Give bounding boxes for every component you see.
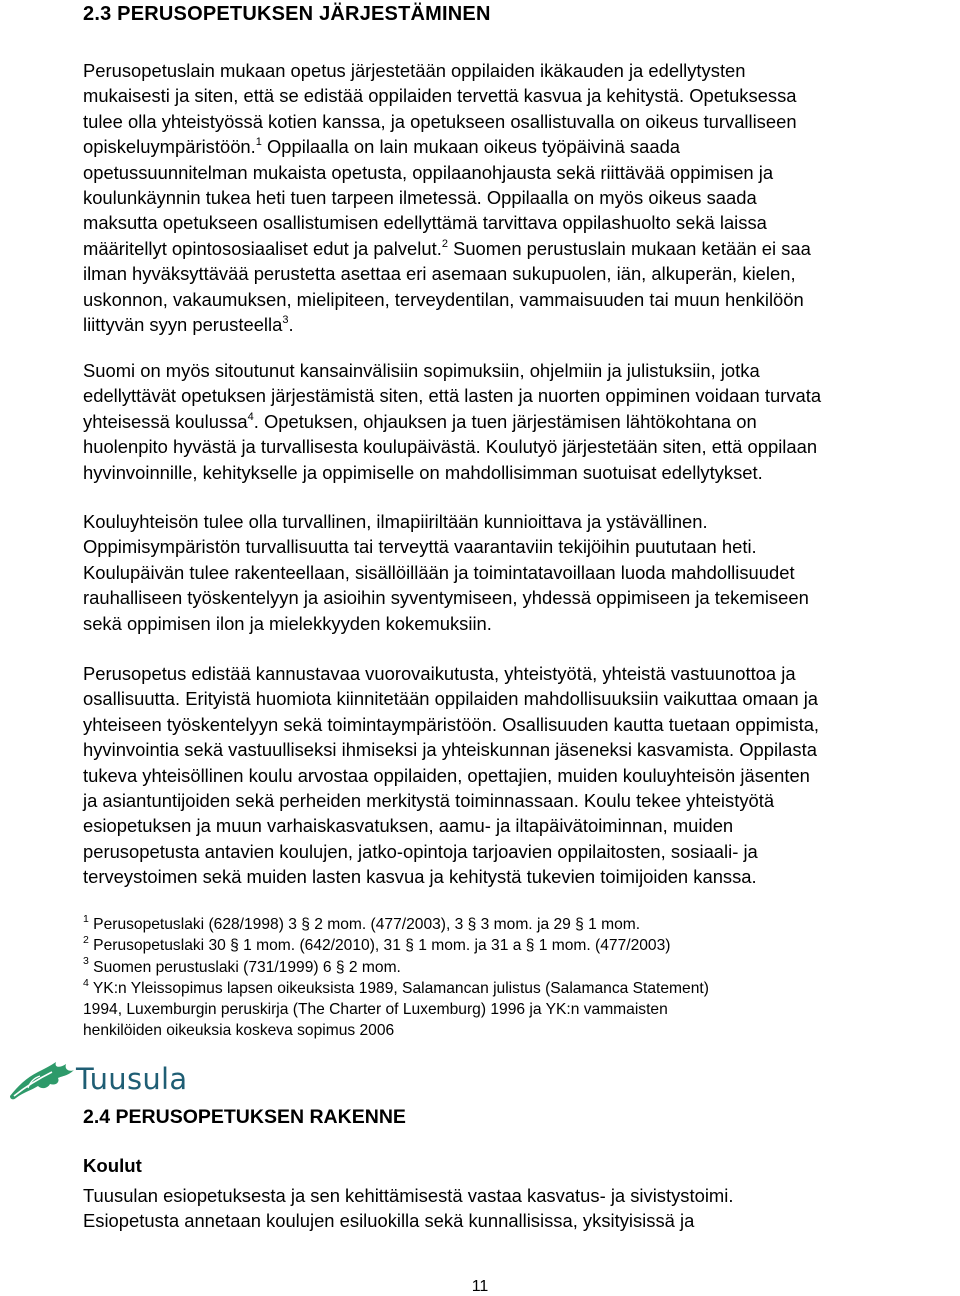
section-2-heading: 2.4 PERUSOPETUKSEN RAKENNE [83,1106,406,1128]
logo-wordmark: Tuusula [76,1062,188,1096]
text-line: Perusopetuslain mukaan opetus järjestetään oppilaiden ikäkauden ja edellytysten [83,60,746,81]
text-line: ilman hyväksyttävää perustetta asettaa eri asemaan sukupuolen, iän, alkuperän, kielen, [83,263,796,285]
leaf-mark-icon [4,1056,76,1102]
text-line: maksutta opetukseen osallistumisen edellyttämä tarvittava oppilashuolto sekä laissa [83,212,767,234]
text-line: Koulupäivän tulee rakenteellaan, sisällöillään ja toimintatavoillaan luoda mahdollisuudet [83,561,795,583]
text-line: Tuusulan esiopetuksesta ja sen kehittämisestä vastaa kasvatus- ja sivistystoimi. [83,1185,734,1206]
text-line: hyvinvoinnille, kehitykselle ja oppimiselle on mahdollisimman suotuisat edellytykset. [83,461,763,483]
footnote [83,914,709,935]
paragraph-1 [83,58,811,337]
text-fragment: opiskeluympäristöön. [83,136,256,158]
footnote [83,957,709,978]
footnote-text: YK:n Yleissopimus lapsen oikeuksista 1989, Salamancan julistus (Salamanca Statement) [88,979,709,997]
text-line: edellyttävät opetuksen järjestämistä siten, että lasten ja nuorten oppiminen voidaan turvata [83,385,822,407]
footnote-number: 4 [83,976,89,989]
text-line: Oppimisympäristön turvallisuutta tai terveyttä vaarantaviin tekijöihin puututaan heti. [83,536,757,558]
section-heading: 2.3 PERUSOPETUKSEN JÄRJESTÄMINEN [83,3,491,25]
footnotes [83,914,709,1042]
footnote [83,978,709,999]
text-line: tulee olla yhteistyössä kotien kanssa, ja opetukseen osallistuvalla on oikeus turvalliseen [83,110,797,132]
text-line: ja asiantuntijoiden sekä perheiden merkitystä toiminnassaan. Koulu tekee yhteistyötä [83,790,775,812]
text-line [83,409,821,434]
text-line: esiopetuksen ja muun varhaiskasvatuksen, aamu- ja iltapäivätoiminnan, muiden [83,815,734,837]
text-line: terveystoimen sekä muiden lasten kasvua ja kehitystä tukevien toimijoiden kanssa. [83,866,757,888]
text-line: Suomi on myös sitoutunut kansainvälisiin sopimuksiin, ohjelmiin ja julistuksiin, jotka [83,360,760,381]
footnote-continued: henkilöiden oikeuksia koskeva sopimus 2006 [83,1022,395,1040]
footnote-number: 1 [83,912,89,925]
paragraph-2 [83,358,821,485]
paragraph-3 [83,509,809,636]
text-line: Esiopetusta annetaan koulujen esiluokilla sekä kunnallisissa, yksityisissä ja [83,1210,695,1232]
text-fragment: Suomen perustuslain mukaan ketään ei saa [447,237,811,259]
text-line: osallisuutta. Erityistä huomiota kiinnitetään oppilaiden mahdollisuuksiin vaikuttaa omaan ja [83,688,819,710]
text-line: Perusopetus edistää kannustavaa vuorovaikutusta, yhteistyötä, yhteistä vastuunottoa ja [83,663,796,684]
text-line: sekä oppimisen ilon ja mielekkyyden kokemuksiin. [83,612,492,634]
text-fragment: liittyvän syyn perusteella [83,314,283,336]
text-line: opetussuunnitelman mukaista opetusta, oppilaanohjausta sekä riittävää oppimisen ja [83,161,774,183]
text-line: uskonnon, vakaumuksen, mielipiteen, terveydentilan, vammaisuuden tai muun henkilöön [83,288,804,310]
footnote [83,935,709,956]
footnote-number: 2 [83,934,89,947]
text-line [83,236,811,261]
text-fragment: . Opetuksen, ohjauksen ja tuen järjestämisen lähtökohtana on [253,410,757,432]
footnote-text: Perusopetuslaki (628/1998) 3 § 2 mom. (477/2003), 3 § 3 mom. ja 29 § 1 mom. [88,916,641,933]
text-line: hyvinvointia sekä vastuulliseksi ihmiseksi ja yhteiskunnan jäseneksi kasvamista. Oppilasta [83,739,817,761]
paragraph-4 [83,661,819,890]
text-fragment: määritellyt opintososiaaliset edut ja palvelut. [83,237,442,259]
text-line: rauhalliseen työskentelyyn ja asioihin syventymiseen, yhdessä oppimiseen ja tekemiseen [83,587,809,609]
text-line: mukaisesti ja siten, että se edistää oppilaiden tervettä kasvua ja kehitystä. Opetuksessa [83,85,797,107]
text-fragment: . [288,314,294,336]
footnote-ref: 2 [441,237,448,250]
text-line: huolenpito hyvästä ja turvallisesta koulupäivästä. Koulutyö järjestetään siten, että oppilaan [83,436,818,458]
text-fragment: yhteisessä koulussa [83,410,248,432]
footnote-number: 3 [83,955,89,968]
text-line: Kouluyhteisön tulee olla turvallinen, ilmapiiriltään kunnioittava ja ystävällinen. [83,511,708,532]
footnote-continued: 1994, Luxemburgin peruskirja (The Charter of Luxemburg) 1996 ja YK:n vammaisten [83,1001,668,1019]
footnote-ref: 1 [255,136,262,149]
footnote-ref: 4 [247,410,254,423]
footnote-text: Perusopetuslaki 30 § 1 mom. (642/2010), 31 § 1 mom. ja 31 a § 1 mom. (477/2003) [88,937,671,955]
text-line: koulunkäynnin tukea heti tuen tarpeen ilmetessä. Oppilaalla on myös oikeus saada [83,187,757,209]
text-line [83,312,811,337]
text-line: perusopetusta antavien koulujen, jatko-opintoja tarjoavien oppilaitosten, sosiaali- ja [83,840,758,862]
page-number: 11 [471,1278,489,1295]
footnote-ref: 3 [282,313,289,326]
tuusula-logo [4,1056,194,1104]
text-line: yhteiseen työskentelyyn sekä toimintaympäristöön. Osallisuuden kautta tuetaan oppimista, [83,713,820,735]
text-line [83,134,811,159]
paragraph-5 [83,1183,733,1234]
footnote-text: Suomen perustuslaki (731/1999) 6 § 2 mom. [88,958,401,976]
text-fragment: Oppilaalla on lain mukaan oikeus työpäivinä saada [261,136,681,158]
text-line: tukeva yhteisöllinen koulu arvostaa oppilaiden, opettajien, muiden kouluyhteisön jäsenten [83,764,810,786]
subheading-koulut: Koulut [83,1155,142,1176]
